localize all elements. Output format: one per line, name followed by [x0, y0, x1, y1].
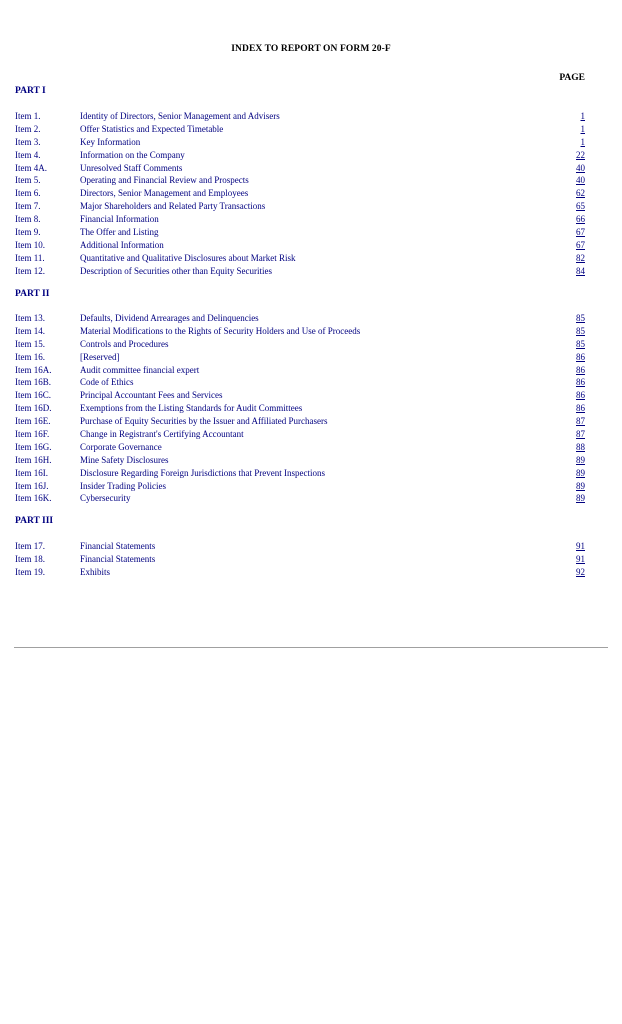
toc-row [0, 226, 622, 239]
page-column-heading: PAGE [559, 73, 585, 83]
page-link[interactable]: 89 [576, 467, 585, 478]
page-link[interactable]: 40 [576, 162, 585, 173]
toc-row [0, 480, 622, 493]
page-link[interactable]: 66 [576, 214, 585, 225]
item-description: Unresolved Staff Comments [80, 162, 183, 173]
toc-row [0, 110, 622, 123]
item-number: Item 4. [15, 149, 41, 160]
page-link[interactable]: 86 [576, 364, 585, 375]
page-link[interactable]: 87 [576, 429, 585, 440]
part-2-heading: PART II [15, 289, 50, 299]
page-link[interactable]: 86 [576, 377, 585, 388]
item-description: Major Shareholders and Related Party Transactions [80, 201, 266, 212]
toc-row [0, 540, 622, 553]
item-description: Disclosure Regarding Foreign Jurisdictions that Prevent Inspections [80, 467, 325, 478]
toc-row [0, 389, 622, 402]
page-link[interactable]: 85 [576, 338, 585, 349]
item-number: Item 1. [15, 111, 41, 121]
item-description: Description of Securities other than Equity Securities [80, 265, 272, 276]
item-number: Item 14. [15, 325, 45, 336]
toc-row [0, 239, 622, 252]
item-description: Operating and Financial Review and Prospects [80, 175, 249, 186]
item-number: Item 16B. [15, 377, 51, 388]
item-description: Additional Information [80, 239, 164, 250]
toc-row [0, 364, 622, 377]
item-description: Mine Safety Disclosures [80, 454, 169, 465]
page-link[interactable]: 1 [580, 123, 585, 134]
item-description: Material Modifications to the Rights of Security Holders and Use of Proceeds [80, 325, 361, 336]
page-link[interactable]: 86 [576, 351, 585, 362]
page-link[interactable]: 87 [576, 416, 585, 427]
item-description: Purchase of Equity Securities by the Issuer and Affiliated Purchasers [80, 416, 328, 427]
item-description: Defaults, Dividend Arrearages and Delinquencies [80, 313, 259, 323]
item-number: Item 8. [15, 214, 41, 225]
item-number: Item 16G. [15, 441, 52, 452]
toc-row [0, 252, 622, 265]
item-number: Item 16D. [15, 403, 52, 414]
toc-row [0, 265, 622, 278]
toc-row [0, 428, 622, 441]
item-number: Item 9. [15, 227, 41, 238]
item-description: Offer Statistics and Expected Timetable [80, 123, 224, 134]
toc-row [0, 351, 622, 364]
item-number: Item 7. [15, 201, 41, 212]
part-3-heading: PART III [15, 516, 54, 526]
item-description: [Reserved] [80, 351, 120, 362]
toc-row [0, 553, 622, 566]
item-description: Directors, Senior Management and Employees [80, 188, 249, 199]
item-description: Quantitative and Qualitative Disclosures about Market Risk [80, 252, 296, 263]
toc-row [0, 312, 622, 325]
page-link[interactable]: 40 [576, 175, 585, 186]
item-description: Change in Registrant's Certifying Accountant [80, 429, 244, 440]
part-2-list [0, 312, 622, 505]
page-link[interactable]: 89 [576, 454, 585, 465]
page-link[interactable]: 22 [576, 149, 585, 160]
item-number: Item 16J. [15, 480, 49, 491]
item-number: Item 18. [15, 553, 45, 564]
item-number: Item 15. [15, 338, 45, 349]
item-number: Item 2. [15, 123, 41, 134]
toc-row [0, 454, 622, 467]
page-link[interactable]: 67 [576, 227, 585, 238]
page-link[interactable]: 62 [576, 188, 585, 199]
toc-row [0, 338, 622, 351]
page-link[interactable]: 1 [580, 136, 585, 147]
page-link[interactable]: 91 [576, 541, 585, 551]
item-number: Item 13. [15, 313, 45, 323]
page-link[interactable]: 82 [576, 252, 585, 263]
item-number: Item 19. [15, 566, 45, 577]
toc-row [0, 467, 622, 480]
item-description: Key Information [80, 136, 141, 147]
item-number: Item 3. [15, 136, 41, 147]
page-link[interactable]: 65 [576, 201, 585, 212]
page-link[interactable]: 88 [576, 441, 585, 452]
toc-row [0, 441, 622, 454]
part-1-heading: PART I [15, 86, 46, 96]
toc-row [0, 213, 622, 226]
item-description: Exemptions from the Listing Standards for Audit Committees [80, 403, 303, 414]
item-number: Item 16A. [15, 364, 52, 375]
page-link[interactable]: 91 [576, 553, 585, 564]
item-description: Insider Trading Policies [80, 480, 167, 491]
document-title: INDEX TO REPORT ON FORM 20-F [231, 44, 391, 54]
toc-row [0, 402, 622, 415]
item-description: Code of Ethics [80, 377, 134, 388]
page-link[interactable]: 67 [576, 239, 585, 250]
item-description: Financial Statements [80, 553, 156, 564]
item-number: Item 6. [15, 188, 41, 199]
toc-row [0, 200, 622, 213]
item-description: Audit committee financial expert [80, 364, 200, 375]
item-number: Item 11. [15, 252, 45, 263]
item-number: Item 16H. [15, 454, 52, 465]
part-1-list [0, 110, 622, 278]
page-link[interactable]: 89 [576, 493, 585, 504]
item-description: Principal Accountant Fees and Services [80, 390, 223, 401]
toc-row [0, 136, 622, 149]
item-description: Financial Statements [80, 541, 156, 551]
item-description: Corporate Governance [80, 441, 162, 452]
page-link[interactable]: 92 [576, 566, 585, 577]
item-description: Cybersecurity [80, 493, 131, 504]
item-description: Identity of Directors, Senior Management and Advisers [80, 111, 280, 121]
toc-row [0, 149, 622, 162]
item-description: The Offer and Listing [80, 227, 159, 238]
part-3-list [0, 540, 622, 579]
item-number: Item 16I. [15, 467, 48, 478]
item-number: Item 16E. [15, 416, 51, 427]
toc-row [0, 162, 622, 175]
page-link[interactable]: 1 [580, 111, 585, 121]
item-number: Item 16C. [15, 390, 51, 401]
item-number: Item 16F. [15, 429, 50, 440]
page-link[interactable]: 85 [576, 325, 585, 336]
toc-row [0, 123, 622, 136]
toc-row [0, 566, 622, 579]
toc-row [0, 325, 622, 338]
page-link[interactable]: 84 [576, 265, 585, 276]
page-link[interactable]: 89 [576, 480, 585, 491]
item-number: Item 17. [15, 541, 45, 551]
toc-row [0, 376, 622, 389]
item-number: Item 12. [15, 265, 45, 276]
item-number: Item 5. [15, 175, 41, 186]
toc-row [0, 415, 622, 428]
toc-row [0, 187, 622, 200]
item-description: Exhibits [80, 566, 111, 577]
item-description: Financial Information [80, 214, 159, 225]
page-link[interactable]: 85 [576, 313, 585, 323]
toc-row [0, 492, 622, 505]
page-divider [14, 647, 608, 648]
item-number: Item 16. [15, 351, 45, 362]
item-number: Item 4A. [15, 162, 47, 173]
item-number: Item 10. [15, 239, 45, 250]
item-number: Item 16K. [15, 493, 52, 504]
toc-row [0, 174, 622, 187]
item-description: Controls and Procedures [80, 338, 169, 349]
page-link[interactable]: 86 [576, 403, 585, 414]
page-link[interactable]: 86 [576, 390, 585, 401]
item-description: Information on the Company [80, 149, 185, 160]
